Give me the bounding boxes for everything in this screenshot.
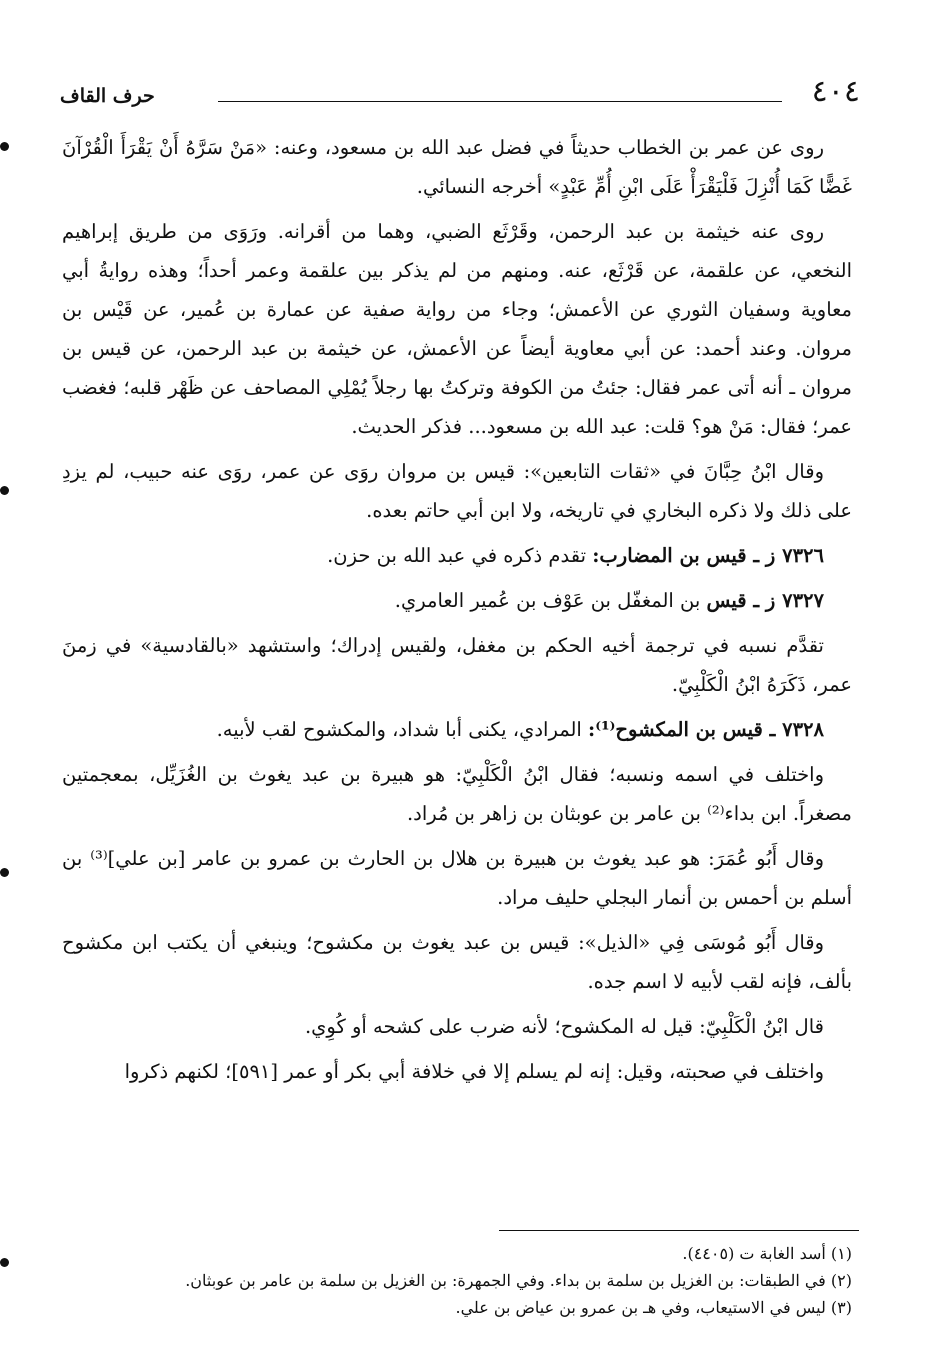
paragraph-text: تقدَّم نسبه في ترجمة أخيه الحكم بن مغفل، ولقيس إدراك؛ واستشهد «بالقادسية» في زمنَ عمر، ذَكَرَهُ ابْنُ الْكَلْبِيّ. (62, 634, 852, 696)
paragraph (62, 212, 852, 446)
paragraph-text: وقال ابْنُ حِبَّانَ في «ثقات التابعين»: قيس بن مروان روَى عن عمر، روَى عنه حبيب، لم يزدِ على ذلك ولا ذكره البخاري في تاريخه، ولا ابن أبي حاتم بعده. (62, 460, 852, 522)
scan-margin-mark (0, 486, 9, 495)
paragraph (62, 1007, 852, 1046)
entry-7327 (62, 581, 852, 620)
paragraph-text: روى عنه خيثمة بن عبد الرحمن، وقَرْثَع الضبي، وهما من أقرانه. ورَوَى من طريق إبراهيم النخعي، عن علقمة، عن قَرْثَع، عنه. ومنهم من لم يذكر بين علقمة وعمر أحداً؛ وهذه روايةُ أبي معاوية وسفيان الثوري عن الأعمش؛ وجاء من رواية صفية عن عمارة بن عُمير، عن قَيْس بن مروان. وعند أحمد: عن أبي معاوية أيضاً عن الأعمش، عن خيثمة بن عبد الرحمن، عن قيس بن مروان ـ أنه أتى عمر فقال: جئتُ من الكوفة وتركتُ بها رجلاً يُمْلِي المصاحف عن ظَهْر قلبه؛ فغضب عمر؛ فقال: مَنْ هو؟ قلت: عبد الله بن مسعود... فذكر الحديث. (62, 220, 852, 438)
page-header (60, 74, 860, 118)
footnote-1: (١) أسد الغابة ت (٤٤٠٥). (682, 1244, 852, 1263)
footnotes (100, 1240, 852, 1321)
paragraph-text: قال ابْنُ الْكَلْبِيّ: قيل له المكشوح؛ لأنه ضرب على كشحه أو كُوِي. (304, 1015, 824, 1038)
paragraph (62, 1052, 852, 1091)
paragraph-text: بن المغفّل بن عَوْف بن عُمير العامري. (394, 589, 707, 612)
paragraph-text: روى عن عمر بن الخطاب حديثاً في فضل عبد الله بن مسعود، وعنه: «مَنْ سَرَّهُ أَنْ يَقْرَأَ الْقُرْآنَ غَضًّا كَمَا أُنْزِلَ فَلْيَقْرَأْ عَلَى ابْنِ أُمِّ عَبْدٍ» أخرجه النسائي. (62, 136, 852, 198)
page-number: ٤٠٤ (811, 74, 860, 109)
entry-heading: ٧٣٢٧ ز ـ قيس (706, 589, 824, 612)
paragraph-text: واختلف في اسمه ونسبه؛ فقال ابْنُ الْكَلْبِيّ: هو هبيرة بن عبد يغوث بن الغُزَيِّل، بمعجمتين مصغراً. ابن بداء⁽²⁾ بن عامر بن عوبثان بن زاهر بن مُراد. (62, 763, 852, 825)
entry-7328 (62, 710, 852, 749)
paragraph (62, 128, 852, 206)
paragraph-text: وقال أَبُو مُوسَى فِي «الذيل»: قيس بن عبد يغوث بن مكشوح؛ وينبغي أن يكتب ابن مكشوح بألف، فإنه لقب لأبيه لا اسم جده. (62, 931, 852, 993)
paragraph (62, 839, 852, 917)
scan-margin-mark (0, 142, 9, 151)
header-rule (218, 101, 782, 102)
entry-7326 (62, 536, 852, 575)
paragraph-text: المرادي، يكنى أبا شداد، والمكشوح لقب لأبيه. (216, 718, 589, 741)
footnote-rule (499, 1230, 859, 1231)
paragraph (62, 452, 852, 530)
paragraph (62, 923, 852, 1001)
paragraph (62, 755, 852, 833)
paragraph (62, 626, 852, 704)
paragraph-text: واختلف في صحبته، وقيل: إنه لم يسلم إلا في خلافة أبي بكر أو عمر [٥٩١]؛ لكنهم ذكروا (124, 1060, 824, 1083)
running-title: حرف القاف (60, 85, 155, 107)
main-text (62, 128, 852, 1097)
paragraph-text: تقدم ذكره في عبد الله بن حزن. (327, 544, 593, 567)
paragraph-text: وقال أَبُو عُمَرَ: هو عبد يغوث بن هبيرة بن هلال بن الحارث بن عمرو بن عامر [بن علي]⁽³⁾ بن أسلم بن أحمس بن أنمار البجلي حليف مراد. (62, 847, 852, 909)
footnote-2: (٢) في الطبقات: بن الغزيل بن سلمة بن بداء. وفي الجمهرة: بن الغزيل بن سلمة بن عامر بن عوبثان. (185, 1271, 852, 1290)
entry-heading: ٧٣٢٦ ز ـ قيس بن المضارب: (592, 544, 824, 567)
footnote-3: (٣) ليس في الاستيعاب، وفي هـ بن عمرو بن عياض بن علي. (455, 1298, 852, 1317)
scan-margin-mark (0, 868, 9, 877)
entry-heading: ٧٣٢٨ ـ قيس بن المكشوح⁽¹⁾: (588, 718, 824, 741)
scan-margin-mark (0, 1258, 9, 1267)
